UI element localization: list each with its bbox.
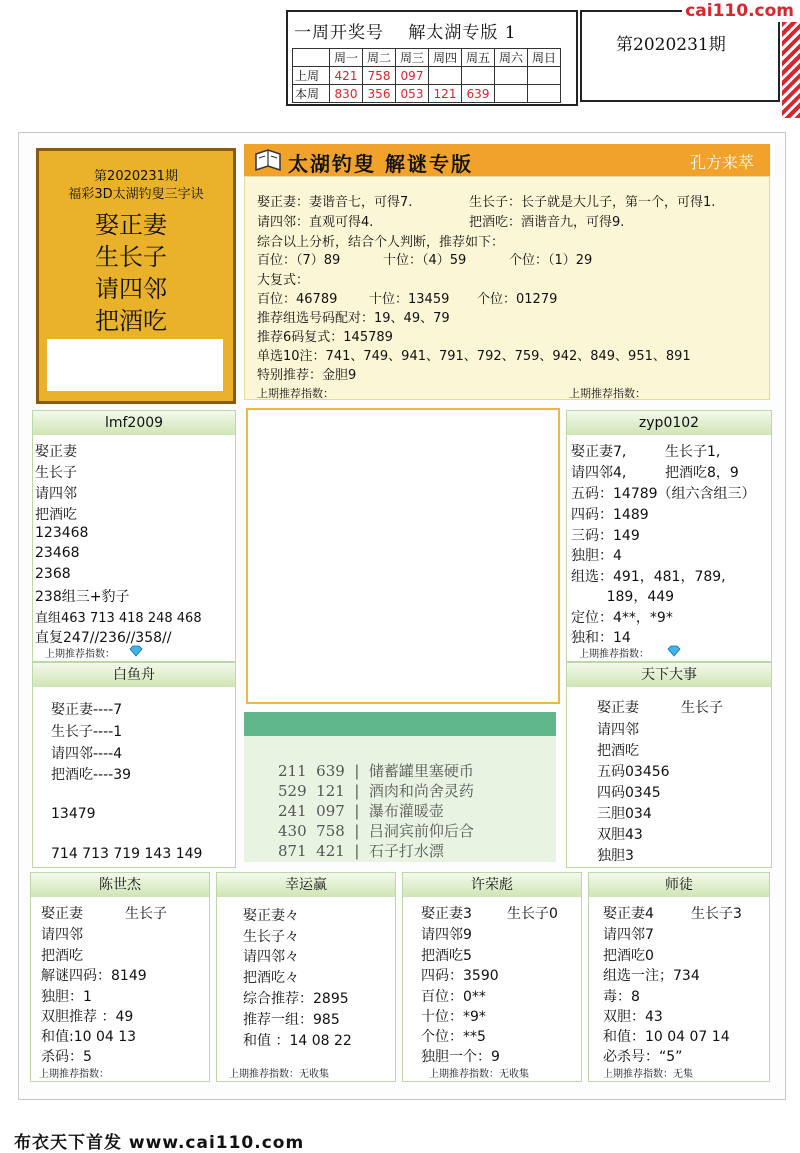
card-line: 三码：149 [571, 528, 640, 544]
card-line: 生长子0 [507, 906, 558, 922]
card-line: 生长子 [35, 465, 77, 481]
card-line: 生长子々 [243, 929, 299, 945]
card-line: 把酒吃 [35, 507, 77, 523]
card-line: 把酒吃 [597, 743, 639, 759]
single-picks: 单选10注：741、749、941、791、792、759、942、849、951、891 [257, 349, 691, 364]
draw-cell: 097 [396, 67, 429, 85]
card-line: 双胆推荐 ：49 [41, 1009, 134, 1025]
card-title: zyp0102 [567, 411, 771, 435]
card-line: 双胆：43 [603, 1009, 663, 1025]
analysis-title: 太湖钓叟 解谜专版 [288, 152, 473, 176]
riddle-answer: 请四邻：直观可得4. [257, 215, 374, 230]
card-title: 白鱼舟 [33, 663, 235, 687]
weekly-draw-table [292, 48, 561, 103]
big-tens: 十位：13459 [369, 292, 450, 307]
image-placeholder [246, 408, 560, 704]
card-line: 娶正妻----7 [51, 702, 123, 718]
card-line: 把酒吃5 [421, 948, 472, 964]
draw-cell: 053 [396, 85, 429, 103]
poem-line: 430 758 | 吕洞宾前仰后合 [278, 822, 474, 840]
poem-line: 211 639 | 储蓄罐里塞硬币 [278, 762, 474, 780]
special-pick: 特别推荐：金胆9 [257, 368, 357, 383]
analysis-header [244, 144, 770, 176]
card-line: 双胆43 [597, 827, 643, 843]
chenshijie-card [30, 872, 210, 1082]
col-sun: 周日 [528, 49, 561, 67]
riddle-answer: 娶正妻：妻谐音七，可得7. [257, 195, 413, 210]
card-line: 把酒吃----39 [51, 767, 132, 783]
draw-cell: 421 [330, 67, 363, 85]
riddle-line: 把酒吃 [95, 307, 167, 335]
card-line: 个位：**5 [421, 1029, 486, 1045]
riddle-lines [95, 209, 167, 337]
card-line: 杀码：5 [41, 1049, 92, 1065]
issue-number-box [580, 10, 780, 102]
card-line: 娶正妻3 [421, 906, 472, 922]
draw-cell [429, 67, 462, 85]
riddle-blank-box [47, 339, 223, 391]
card-line: 请四邻4, [571, 465, 627, 481]
card-line: 生长子1, [665, 444, 721, 460]
index-label: 上期推荐指数： [45, 649, 115, 660]
riddle-issue: 第2020231期 [94, 169, 178, 184]
riddle-line: 生长子 [95, 243, 167, 271]
analysis-author: 孔方来萃 [689, 153, 754, 172]
card-line: 十位：*9* [421, 1009, 486, 1025]
col-thu: 周四 [429, 49, 462, 67]
card-line: 生长子----1 [51, 724, 123, 740]
card-line: 毒：8 [603, 989, 640, 1005]
card-line: 请四邻々 [243, 949, 299, 965]
six-code: 推荐6码复式：145789 [257, 330, 393, 345]
index-label: 上期推荐指数：无收集 [229, 1069, 329, 1080]
position-hundreds: 百位：（7）89 [257, 253, 341, 268]
card-line: 238组三+豹子 [35, 589, 130, 605]
card-line: 必杀号：“5” [603, 1049, 683, 1065]
draw-cell: 758 [363, 67, 396, 85]
card-line: 定位：4**，*9* [571, 610, 673, 626]
card-title: 师徒 [589, 873, 769, 897]
card-line: 直复247//236//358// [35, 630, 172, 646]
riddle-answer: 把酒吃：酒谐音九，可得9. [469, 215, 625, 230]
index-label: 上期推荐指数： [39, 1069, 109, 1080]
riddle-panel [36, 148, 236, 404]
card-line: 四码：3590 [421, 968, 499, 984]
card-line: 娶正妻 [35, 444, 77, 460]
row-label: 本周 [293, 85, 330, 103]
card-line: 生长子3 [691, 906, 742, 922]
index-label: 上期推荐指数： [579, 649, 649, 660]
index-label: 上期推荐指数：无收集 [429, 1069, 529, 1080]
row-label: 上周 [293, 67, 330, 85]
issue-number: 第2020231期 [616, 35, 726, 55]
col-sat: 周六 [495, 49, 528, 67]
card-line: 和值：10 04 07 14 [603, 1029, 730, 1045]
card-line: 百位：0** [421, 989, 486, 1005]
draw-cell: 830 [330, 85, 363, 103]
col-fri: 周五 [462, 49, 495, 67]
weekly-draw-box [286, 10, 578, 106]
lmf2009-card [32, 410, 236, 662]
card-line: 把酒吃8，9 [665, 465, 739, 481]
draw-cell [528, 67, 561, 85]
index-label: 上期推荐指数： [569, 387, 646, 400]
footer-watermark: 布衣天下首发 www.cai110.com [14, 1133, 305, 1153]
card-line: 推荐一组：985 [243, 1012, 340, 1028]
card-line: 714 713 719 143 149 [51, 846, 203, 862]
card-line: 请四邻----4 [51, 746, 123, 762]
summary-text: 综合以上分析，结合个人判断，推荐如下： [257, 235, 505, 250]
card-title: 幸运赢 [217, 873, 395, 897]
card-line: 把酒吃々 [243, 970, 299, 986]
card-line: 和值 ：14 08 22 [243, 1033, 352, 1049]
poem-bar [244, 712, 556, 736]
draw-cell: 639 [462, 85, 495, 103]
card-line: 四码：1489 [571, 507, 649, 523]
card-line: 请四邻9 [421, 927, 472, 943]
position-tens: 十位：（4）59 [383, 253, 467, 268]
card-line: 娶正妻々 [243, 908, 299, 924]
riddle-answer: 生长子：长子就是大儿子，第一个，可得1. [469, 195, 716, 210]
draw-cell: 121 [429, 85, 462, 103]
weekly-draw-title: 一周开奖号 解太湖专版 1 [294, 23, 517, 43]
card-title: lmf2009 [33, 411, 235, 435]
card-line: 独胆：1 [41, 989, 92, 1005]
card-line: 请四邻7 [603, 927, 654, 943]
tianxiadashi-card [566, 662, 772, 868]
card-line: 独胆：4 [571, 548, 622, 564]
col-tue: 周二 [363, 49, 396, 67]
card-line: 娶正妻 [41, 906, 83, 922]
draw-cell [495, 67, 528, 85]
group-pairs: 推荐组选号码配对：19、49、79 [257, 311, 450, 326]
diamond-icon [129, 645, 143, 657]
card-line: 请四邻 [597, 722, 639, 738]
card-line: 和值:10 04 13 [41, 1029, 137, 1045]
xurongbiao-card [402, 872, 582, 1082]
card-line: 2368 [35, 566, 71, 582]
big-units: 个位：01279 [477, 292, 558, 307]
card-line: 直组463 713 418 248 468 [35, 611, 202, 626]
card-line: 123468 [35, 525, 89, 541]
card-line: 23468 [35, 545, 80, 561]
card-line: 13479 [51, 806, 96, 822]
card-line: 生长子 [681, 700, 723, 716]
card-line: 四码0345 [597, 785, 661, 801]
site-logo[interactable]: cai110.com [682, 0, 800, 22]
big-multiple-label: 大复式： [257, 273, 310, 288]
baiyuzhou-card [32, 662, 236, 868]
position-units: 个位：（1）29 [509, 253, 593, 268]
draw-cell [495, 85, 528, 103]
card-line: 娶正妻 [597, 700, 639, 716]
card-line: 组选一注；734 [603, 968, 700, 984]
riddle-subtitle: 福彩3D太湖钓叟三字诀 [68, 187, 204, 202]
card-line: 生长子 [125, 906, 167, 922]
card-line: 请四邻 [41, 927, 83, 943]
card-line: 五码：14789（组六含组三） [571, 486, 756, 502]
card-title: 天下大事 [567, 663, 771, 687]
shitu-card [588, 872, 770, 1082]
col-wed: 周三 [396, 49, 429, 67]
card-line: 把酒吃 [41, 948, 83, 964]
card-line: 组选：491，481，789, [571, 569, 726, 585]
col-mon: 周一 [330, 49, 363, 67]
card-line: 娶正妻7, [571, 444, 627, 460]
logo-stripe [782, 22, 800, 118]
zyp0102-card [566, 410, 772, 662]
riddle-line: 娶正妻 [95, 211, 167, 239]
card-line: 把酒吃0 [603, 948, 654, 964]
riddle-line: 请四邻 [95, 275, 167, 303]
draw-cell: 356 [363, 85, 396, 103]
xingyunying-card [216, 872, 396, 1082]
index-label: 上期推荐指数： [257, 387, 334, 400]
card-title: 陈世杰 [31, 873, 209, 897]
book-icon [254, 148, 282, 172]
diamond-icon [667, 645, 681, 657]
card-line: 五码03456 [597, 764, 670, 780]
card-line: 三胆034 [597, 806, 652, 822]
big-hundreds: 百位：46789 [257, 292, 338, 307]
card-title: 许荣彪 [403, 873, 581, 897]
poem-line: 529 121 | 酒肉和尚舍灵药 [278, 782, 474, 800]
card-line: 解谜四码：8149 [41, 968, 147, 984]
card-line: 独胆3 [597, 848, 634, 864]
card-line: 189，449 [571, 589, 675, 605]
card-line: 独和：14 [571, 630, 631, 646]
card-line: 独胆一个：9 [421, 1049, 500, 1065]
poem-box [244, 712, 556, 862]
analysis-body [244, 176, 770, 400]
card-line: 娶正妻4 [603, 906, 654, 922]
draw-cell [528, 85, 561, 103]
poem-line: 871 421 | 石子打水漂 [278, 842, 444, 860]
card-line: 请四邻 [35, 486, 77, 502]
draw-cell [462, 67, 495, 85]
poem-line: 241 097 | 瀑布灌暖壶 [278, 802, 444, 820]
index-label: 上期推荐指数：无集 [603, 1069, 693, 1080]
card-line: 综合推荐：2895 [243, 991, 349, 1007]
